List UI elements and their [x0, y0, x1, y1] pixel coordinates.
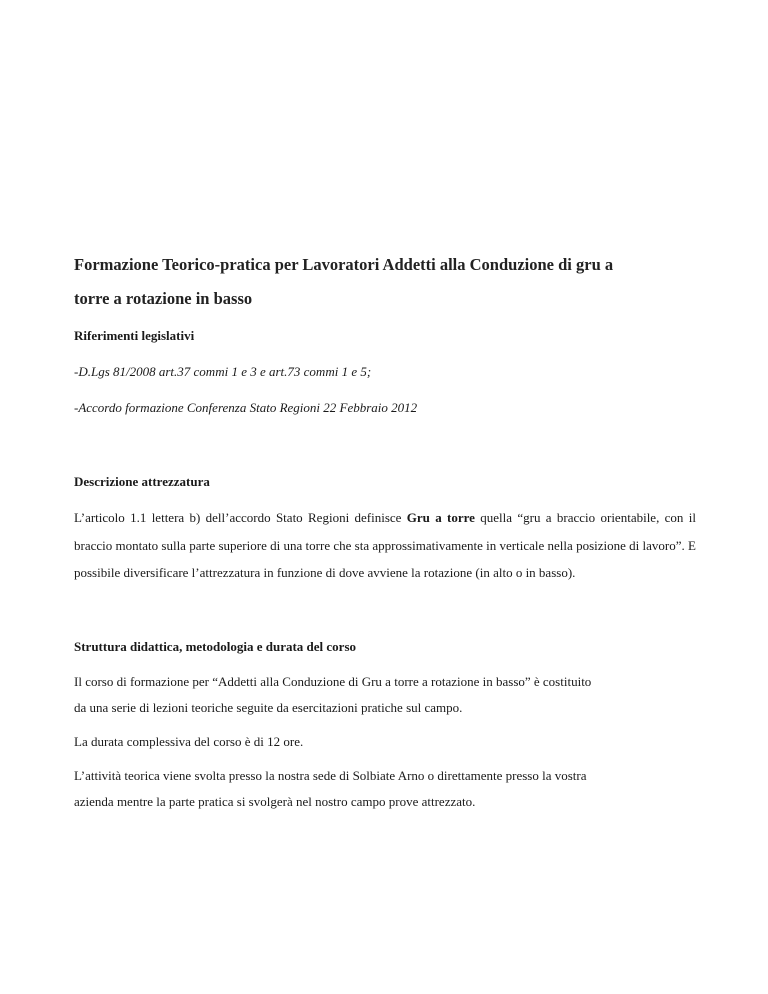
riferimenti-heading: Riferimenti legislativi — [74, 328, 195, 343]
descrizione-bold-term: Gru a torre — [406, 510, 475, 525]
struttura-heading: Struttura didattica, metodologia e durata del corso — [74, 638, 357, 654]
document-title-line-2: torre a rotazione in basso — [74, 289, 253, 308]
struttura-paragraph-1-line-2: da una serie di lezioni teoriche seguite da esercitazioni pratiche sul campo. — [74, 699, 463, 715]
document-title-line-1: Formazione Teorico-pratica per Lavoratori Addetti alla Conduzione di gru a — [74, 255, 614, 274]
riferimento-item-1: -D.Lgs 81/2008 art.37 commi 1 e 3 e art.73 commi 1 e 5; — [74, 364, 372, 379]
struttura-paragraph-1-line-1: Il corso di formazione per “Addetti alla Conduzione di Gru a torre a rotazione in basso” è costituito — [74, 673, 592, 689]
struttura-paragraph-3-line-2: azienda mentre la parte pratica si svolgerà nel nostro campo prove attrezzato. — [74, 793, 476, 809]
struttura-paragraph-3-line-1: L’attività teorica viene svolta presso la nostra sede di Solbiate Arno o direttamente presso la vostra — [74, 767, 587, 783]
descrizione-paragraph — [74, 504, 696, 587]
descrizione-text-start: L’articolo 1.1 lettera b) dell’accordo Stato Regioni definisce — [74, 510, 407, 525]
struttura-paragraph-2: La durata complessiva del corso è di 12 ore. — [74, 733, 304, 749]
descrizione-text-end: quella “gru a braccio orientabile, con il braccio montato sulla parte superiore di una torre che sta approssimativamente in verticale nella posizione di lavoro”. E possibile diversificare l’attrezzatura in funzione di dove avviene la rotazione (in alto o in basso). — [74, 510, 696, 580]
document-body — [74, 248, 696, 815]
riferimento-item-2: -Accordo formazione Conferenza Stato Regioni 22 Febbraio 2012 — [74, 400, 418, 415]
document-title — [74, 248, 696, 316]
descrizione-heading: Descrizione attrezzatura — [74, 474, 210, 489]
